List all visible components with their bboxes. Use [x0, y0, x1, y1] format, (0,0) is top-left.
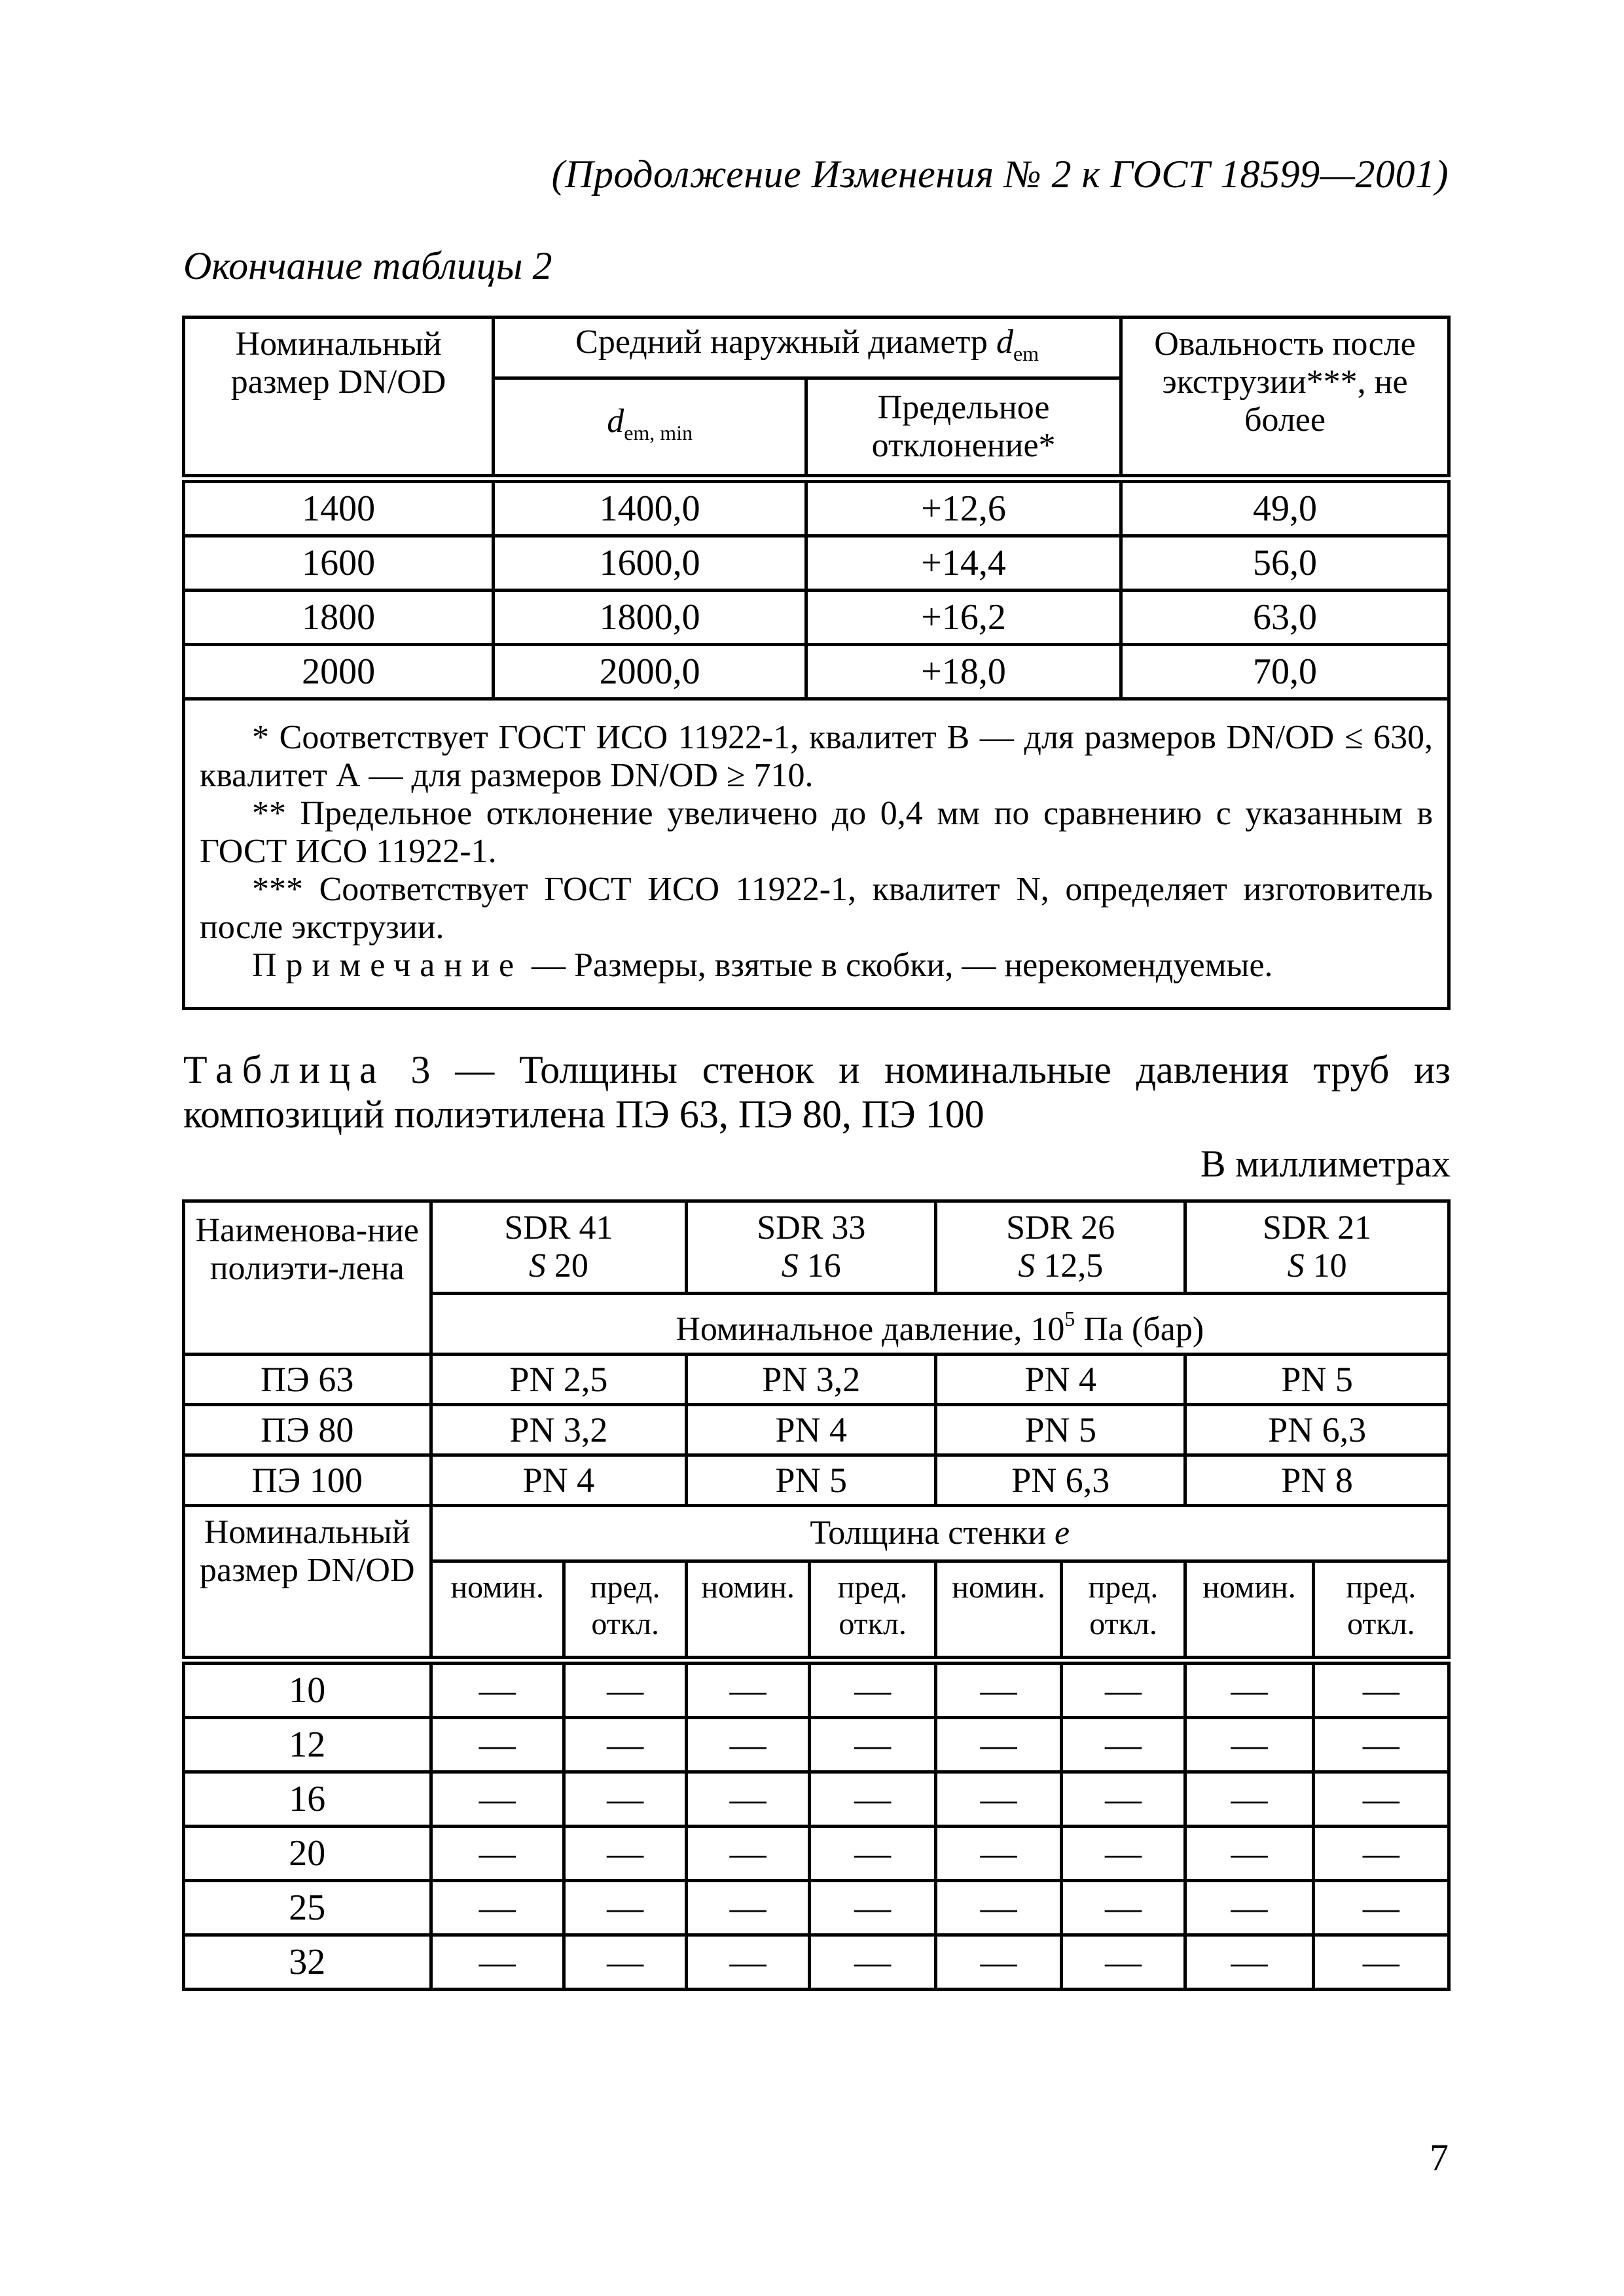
cell-dash: —	[431, 1881, 564, 1935]
cell-dash: —	[1313, 1935, 1449, 1990]
cell-dash: —	[1313, 1660, 1449, 1718]
cell-material: ПЭ 80	[184, 1405, 431, 1455]
cell-dn: 1400	[184, 479, 494, 536]
table-row	[184, 1718, 1449, 1772]
cell-dash: —	[936, 1935, 1062, 1990]
cell-deviation: +18,0	[806, 645, 1121, 699]
cell-dn: 1600	[184, 536, 494, 591]
table-row	[184, 1772, 1449, 1827]
header-nom: номин.	[936, 1561, 1062, 1661]
header-dev: пред. откл.	[809, 1561, 935, 1661]
cell-dash: —	[564, 1881, 687, 1935]
cell-dash: —	[1061, 1827, 1185, 1881]
cell-ovality: 63,0	[1121, 591, 1449, 645]
header-dev: пред. откл.	[1313, 1561, 1449, 1661]
cell-dash: —	[1185, 1718, 1314, 1772]
cell-pn: PN 5	[1185, 1355, 1449, 1405]
cell-dash: —	[564, 1935, 687, 1990]
table-2	[182, 316, 1451, 1010]
cell-dash: —	[1185, 1827, 1314, 1881]
table-row	[184, 1405, 1449, 1455]
table-3	[182, 1199, 1451, 1991]
footnote-3: *** Соответствует ГОСТ ИСО 11922-1, квалитет N, определяет изготовитель после экструзии.	[200, 871, 1433, 946]
table-row	[184, 1355, 1449, 1405]
table-2-notes	[184, 699, 1449, 1009]
cell-dash: —	[809, 1881, 935, 1935]
cell-dash: —	[1185, 1881, 1314, 1935]
running-head: (Продолжение Изменения № 2 к ГОСТ 18599—2001)	[551, 153, 1449, 196]
table-row	[184, 479, 1449, 536]
cell-dash: —	[687, 1660, 810, 1718]
cell-deviation: +12,6	[806, 479, 1121, 536]
cell-dash: —	[431, 1935, 564, 1990]
cell-dash: —	[1185, 1772, 1314, 1827]
cell-dash: —	[936, 1827, 1062, 1881]
cell-dash: —	[564, 1772, 687, 1827]
table-row	[184, 1935, 1449, 1990]
cell-dash: —	[564, 1718, 687, 1772]
cell-ovality: 49,0	[1121, 479, 1449, 536]
cell-dash: —	[809, 1827, 935, 1881]
cell-dash: —	[431, 1660, 564, 1718]
cell-dn: 10	[184, 1660, 431, 1718]
header-nominal-pressure: Номинальное давление, $10^5$ Па (бар)	[431, 1294, 1449, 1355]
cell-dn: 25	[184, 1881, 431, 1935]
cell-dn: 1800	[184, 591, 494, 645]
cell-dn: 12	[184, 1718, 431, 1772]
header-nom: номин.	[1185, 1561, 1314, 1661]
cell-dash: —	[1313, 1718, 1449, 1772]
header-deviation: Предельное отклонение*	[806, 378, 1121, 479]
cell-pn: PN 6,3	[1185, 1405, 1449, 1455]
cell-pn: PN 2,5	[431, 1355, 687, 1405]
cell-dash: —	[1061, 1881, 1185, 1935]
cell-dmin: 1400,0	[494, 479, 806, 536]
table-row	[184, 536, 1449, 591]
cell-dash: —	[687, 1827, 810, 1881]
cell-dash: —	[1313, 1881, 1449, 1935]
header-wall-thickness: Толщина стенки e	[431, 1506, 1449, 1561]
cell-dash: —	[1061, 1718, 1185, 1772]
cell-dash: —	[431, 1772, 564, 1827]
cell-pn: PN 3,2	[431, 1405, 687, 1455]
table-row	[184, 1827, 1449, 1881]
table-2-remark: Примечание — Размеры, взятые в скобки, — нерекомендуемые.	[252, 947, 1273, 984]
cell-dash: —	[936, 1660, 1062, 1718]
header-mean-diameter: Средний наружный диаметр $d_{em}$	[494, 318, 1121, 378]
header-polyethylene: Наименова-ние полиэти-лена	[184, 1201, 431, 1355]
header-dev: пред. откл.	[1061, 1561, 1185, 1661]
cell-dn: 20	[184, 1827, 431, 1881]
page-number: 7	[1430, 2136, 1449, 2179]
cell-pn: PN 8	[1185, 1455, 1449, 1506]
header-sdr-33: SDR 33 S 16	[687, 1201, 936, 1294]
cell-dash: —	[564, 1827, 687, 1881]
header-sdr-26: SDR 26 S 12,5	[936, 1201, 1185, 1294]
cell-pn: PN 4	[936, 1355, 1185, 1405]
table-3-caption: Таблица 3 — Толщины стенок и номинальные давления труб из композиций полиэтилена ПЭ 63, ПЭ 80, ПЭ 100	[183, 1048, 1451, 1136]
table-row	[184, 1660, 1449, 1718]
footnote-2: ** Предельное отклонение увеличено до 0,4 мм по сравнению с указанным в ГОСТ ИСО 11922-1.	[200, 795, 1433, 870]
cell-dash: —	[1313, 1772, 1449, 1827]
table-row	[184, 591, 1449, 645]
cell-dash: —	[809, 1772, 935, 1827]
cell-pn: PN 4	[687, 1405, 936, 1455]
header-nominal-size: Номинальный размер DN/OD	[184, 318, 494, 479]
cell-dn: 32	[184, 1935, 431, 1990]
header-dmin: $d_{em, min}$	[494, 378, 806, 479]
cell-dash: —	[809, 1660, 935, 1718]
cell-dash: —	[431, 1827, 564, 1881]
cell-material: ПЭ 63	[184, 1355, 431, 1405]
header-nom: номин.	[687, 1561, 810, 1661]
cell-deviation: +14,4	[806, 536, 1121, 591]
header-nominal-size-dn: Номинальный размер DN/OD	[184, 1506, 431, 1661]
header-nom: номин.	[431, 1561, 564, 1661]
table-2-caption: Окончание таблицы 2	[183, 244, 552, 287]
cell-dn: 16	[184, 1772, 431, 1827]
cell-dash: —	[936, 1772, 1062, 1827]
cell-dash: —	[564, 1660, 687, 1718]
header-dev: пред. откл.	[564, 1561, 687, 1661]
cell-pn: PN 5	[687, 1455, 936, 1506]
cell-deviation: +16,2	[806, 591, 1121, 645]
cell-dash: —	[1313, 1827, 1449, 1881]
cell-dash: —	[936, 1718, 1062, 1772]
header-sdr-21: SDR 21 S 10	[1185, 1201, 1449, 1294]
cell-dash: —	[936, 1881, 1062, 1935]
footnote-1: * Соответствует ГОСТ ИСО 11922-1, квалитет В — для размеров DN/OD ≤ 630, квалитет А — для размеров DN/OD ≥ 710.	[200, 719, 1433, 794]
cell-dash: —	[1061, 1935, 1185, 1990]
cell-ovality: 56,0	[1121, 536, 1449, 591]
cell-pn: PN 6,3	[936, 1455, 1185, 1506]
cell-pn: PN 5	[936, 1405, 1185, 1455]
cell-dmin: 1600,0	[494, 536, 806, 591]
cell-dash: —	[687, 1935, 810, 1990]
cell-dash: —	[1185, 1935, 1314, 1990]
cell-dmin: 2000,0	[494, 645, 806, 699]
cell-dash: —	[431, 1718, 564, 1772]
cell-pn: PN 3,2	[687, 1355, 936, 1405]
table-row	[184, 645, 1449, 699]
cell-dash: —	[1061, 1660, 1185, 1718]
cell-dash: —	[687, 1772, 810, 1827]
cell-dmin: 1800,0	[494, 591, 806, 645]
header-ovality: Овальность после экструзии***, не более	[1121, 318, 1449, 479]
table-row	[184, 1881, 1449, 1935]
cell-dash: —	[1061, 1772, 1185, 1827]
cell-dash: —	[1185, 1660, 1314, 1718]
cell-dash: —	[809, 1718, 935, 1772]
cell-material: ПЭ 100	[184, 1455, 431, 1506]
cell-dn: 2000	[184, 645, 494, 699]
cell-dash: —	[687, 1718, 810, 1772]
cell-pn: PN 4	[431, 1455, 687, 1506]
cell-ovality: 70,0	[1121, 645, 1449, 699]
cell-dash: —	[687, 1881, 810, 1935]
cell-dash: —	[809, 1935, 935, 1990]
table-row	[184, 1455, 1449, 1506]
header-sdr-41: SDR 41 S 20	[431, 1201, 687, 1294]
units-label: В миллиметрах	[1200, 1142, 1451, 1185]
